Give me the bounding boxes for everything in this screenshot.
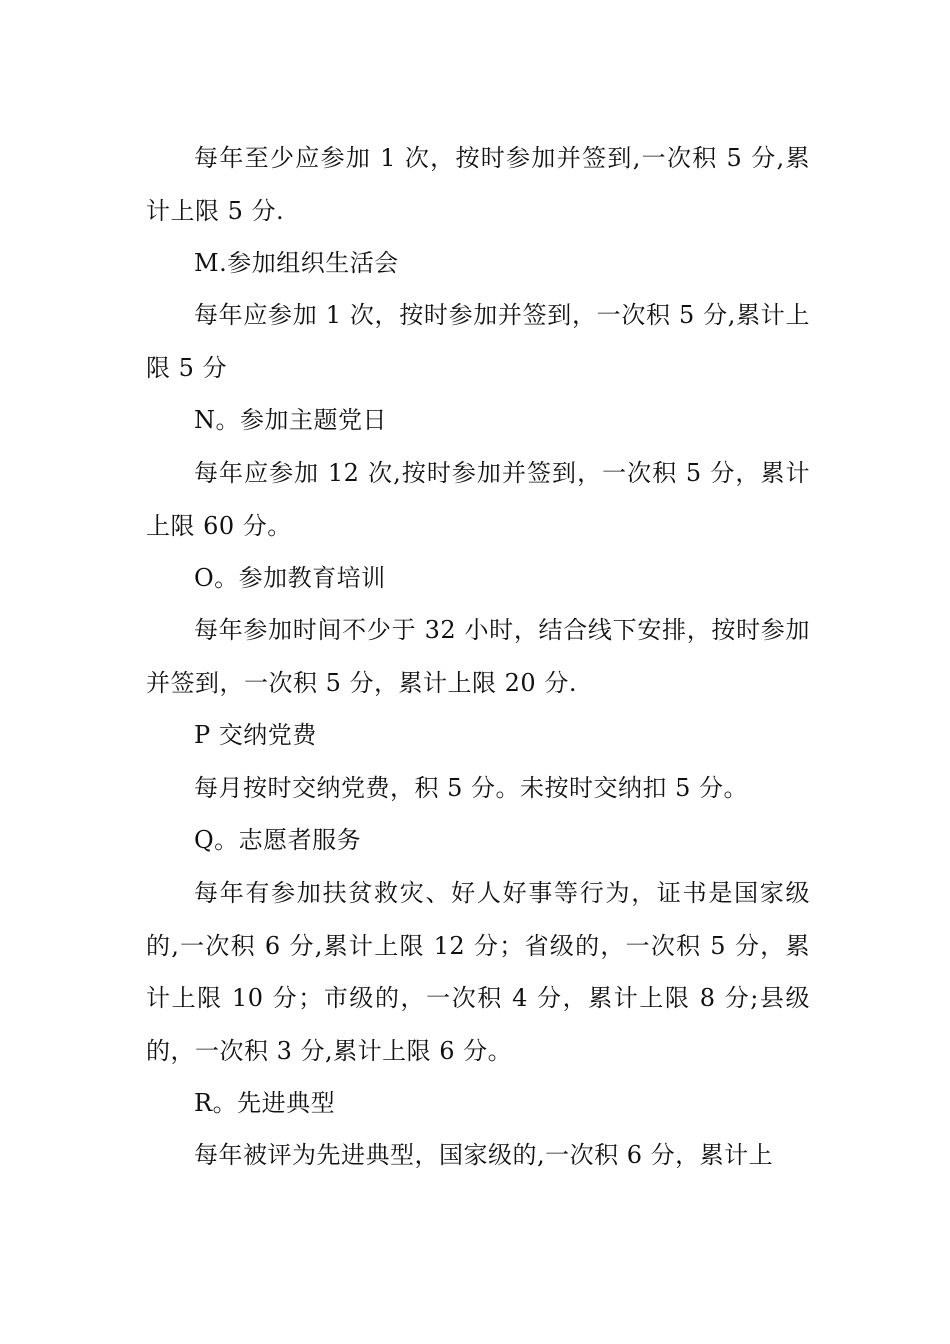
heading-o-education-training: O。参加教育培训 — [194, 564, 386, 592]
paragraph-p-rules: 每月按时交纳党费，积 5 分。未按时交纳扣 5 分。 — [194, 774, 749, 802]
paragraph-n-rules: 每年应参加 12 次,按时参加并签到，一次积 5 分，累计上限 60 分。 — [146, 459, 810, 540]
heading-m-org-life-meeting: M.参加组织生活会 — [194, 249, 399, 277]
heading-r-advanced-models: R。先进典型 — [194, 1089, 336, 1117]
heading-p-party-dues: P 交纳党费 — [194, 721, 317, 749]
heading-q-volunteer-service: Q。志愿者服务 — [194, 826, 362, 854]
paragraph-r-rules: 每年被评为先进典型，国家级的,一次积 6 分，累计上 — [194, 1141, 774, 1169]
paragraph-m-rules: 每年应参加 1 次，按时参加并签到，一次积 5 分,累计上限 5 分 — [146, 301, 810, 382]
paragraph-o-rules: 每年参加时间不少于 32 小时，结合线下安排，按时参加并签到，一次积 5 分，累计上限 20 分. — [146, 616, 810, 697]
paragraph-q-rules: 每年有参加扶贫救灾、好人好事等行为，证书是国家级的,一次积 6 分,累计上限 12 分；省级的，一次积 5 分，累计上限 10 分；市级的，一次积 4 分，累计上限 8 分;县级的，一次积 3 分,累计上限 6 分。 — [146, 879, 810, 1065]
paragraph-m-requirement-tail: 每年至少应参加 1 次，按时参加并签到,一次积 5 分,累计上限 5 分. — [146, 144, 810, 225]
heading-n-party-day: N。参加主题党日 — [194, 406, 387, 434]
